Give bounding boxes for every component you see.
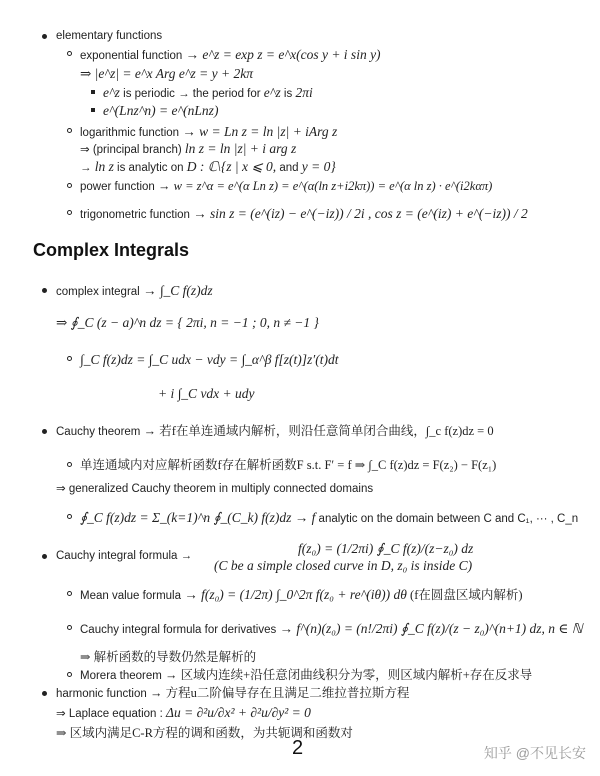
page-number: 2 — [292, 737, 304, 759]
morera-label: Morera theorem — [80, 670, 162, 682]
log-line3-f: y = 0} — [301, 159, 336, 174]
exp-sub1-a: e^z — [103, 85, 120, 100]
bullet-cauchy-integral-formula — [56, 549, 192, 564]
cauchy-theorem-label: Cauchy theorem — [56, 426, 141, 438]
mean-value-label: Mean value formula — [80, 590, 181, 602]
complex-integral-param-formula-b: + i ∫_C vdx + udy — [158, 386, 255, 401]
cauchy-theorem-text: → 若f在单连通域内解析，则沿任意简单闭合曲线，∫_c f(z)dz = 0 — [143, 424, 494, 438]
exp-sub2: e^(Lnz^n) = e^(nLnz) — [103, 103, 219, 118]
exp-lnz-item — [103, 103, 218, 120]
trig-label: trigonometric function — [80, 209, 190, 221]
cauchy-multiply-connected-item — [80, 510, 578, 527]
log-line2-a: ⇒ (principal branch) — [80, 144, 185, 156]
log-line3-a: → — [80, 162, 95, 174]
exp-formula: → e^z = exp z = e^x(cos y + i sin y) — [185, 47, 381, 62]
exp-sub1-e: 2πi — [295, 85, 313, 100]
complex-integral-line2 — [56, 315, 319, 332]
cif-derivatives-line2 — [80, 650, 256, 666]
power-formula: → w = z^α = e^(α Ln z) = e^(α(ln z+i2kπ)) = e^(α ln z) · e^(i2kαπ) — [158, 179, 493, 193]
laplace-label: ⇒ Laplace equation : — [56, 708, 167, 720]
laplace-formula: Δu = ∂²u/∂x² + ∂²u/∂y² = 0 — [166, 705, 311, 720]
complex-integral-label: complex integral — [56, 286, 140, 298]
mean-value-formula: → f(z₀) = (1/2π) ∫_0^2π f(z₀ + re^(iθ)) dθ — [184, 587, 407, 602]
log-line3 — [80, 159, 336, 176]
bullet-trigonometric-function — [80, 206, 528, 223]
bullet-power-function — [80, 179, 492, 195]
log-line2 — [80, 141, 296, 158]
section-heading: Complex Integrals — [33, 240, 190, 260]
bullet-exponential-function — [80, 47, 381, 64]
complex-integral-formula: → ∫_C f(z)dz — [142, 283, 213, 298]
laplace-line — [56, 705, 311, 722]
harmonic-conjugate-line — [56, 726, 353, 742]
cif-arrow: → — [180, 550, 193, 562]
complex-integral-contour-formula: ⇒ ∮_C (z − a)^n dz = { 2πi, n = −1 ; 0, n ≠ −1 } — [56, 315, 319, 330]
exp-sub1-c: e^z — [263, 85, 281, 100]
power-label: power function — [80, 181, 155, 193]
cauchy-multiply-connected-formula: ∮_C f(z)dz = Σ_(k=1)^n ∮_(C_k) f(z)dz → f — [80, 510, 316, 525]
bullet-complex-integral — [56, 283, 213, 300]
cif-condition — [214, 558, 472, 575]
complex-integral-param-formula: ∫_C f(z)dz = ∫_C udx − vdy = ∫_α^β f[z(t)]z′(t)dt — [80, 352, 339, 367]
log-line2-b: ln z = ln |z| + i arg z — [184, 141, 297, 156]
exp-label: exponential function — [80, 50, 183, 62]
cif-label: Cauchy integral formula — [56, 550, 178, 562]
mean-value-note: (f在圆盘区域内解析) — [406, 588, 523, 602]
log-line3-b: ln z — [94, 159, 114, 174]
bullet-cauchy-theorem — [56, 424, 494, 440]
cif-formula-text: f(z₀) = (1/2πi) ∮_C f(z)/(z−z₀) dz — [298, 541, 474, 556]
exp-sub1-d: is — [280, 88, 296, 100]
log-formula: → w = Ln z = ln |z| + iArg z — [182, 124, 338, 139]
cif-formula — [298, 541, 473, 558]
bullet-elementary-functions: elementary functions — [56, 30, 163, 42]
cif-derivatives-item — [80, 621, 583, 638]
morera-item — [80, 668, 532, 684]
log-line3-d: D : ℂ\{z | x ⩽ 0, — [186, 159, 277, 174]
cauchy-simply-connected-item — [80, 458, 496, 474]
trig-formula: → sin z = (e^(iz) − e^(−iz)) / 2i , cos z = (e^(iz) + e^(−iz)) / 2 — [193, 206, 528, 221]
complex-integral-param-item — [80, 352, 339, 369]
log-label: logarithmic function — [80, 127, 180, 139]
bullet-harmonic-function — [56, 686, 409, 702]
cif-derivatives-note: ⇒ 解析函数的导数仍然是解析的 — [80, 650, 257, 664]
watermark: 知乎 @不见长安 — [483, 745, 586, 761]
harmonic-label: harmonic function — [56, 688, 147, 700]
cauchy-simply-connected-text: 单连通域内对应解析函数f存在解析函数F s.t. F′ = f ⇒ ∫_C f(z)dz = F(z₂) − F(z₁) — [80, 458, 497, 472]
log-line3-c: is analytic on — [113, 162, 187, 174]
mean-value-item — [80, 587, 523, 604]
cif-derivatives-label: Cauchy integral formula for derivatives — [80, 624, 277, 636]
exp-line2 — [80, 66, 253, 83]
log-line3-e: and — [276, 162, 302, 174]
cauchy-generalized-line: ⇒ generalized Cauchy theorem in multiply connected domains — [56, 483, 374, 495]
exp-periodic-item — [103, 85, 313, 102]
cif-condition-text: (C be a simple closed curve in D, z₀ is inside C) — [214, 558, 473, 573]
exp-sub1-b: is periodic → the period for — [119, 88, 264, 100]
bullet-logarithmic-function — [80, 124, 337, 141]
complex-integral-param-line2 — [158, 386, 255, 403]
exp-modulus-formula: ⇒ |e^z| = e^x Arg e^z = y + 2kπ — [80, 66, 254, 81]
cif-derivatives-formula: → f^(n)(z₀) = (n!/2πi) ∮_C f(z)/(z − z₀)^(n+1) dz, n ∈ ℕ — [279, 621, 583, 636]
harmonic-conjugate-text: ⇒ 区域内满足C-R方程的调和函数，为共轭调和函数对 — [56, 726, 353, 740]
morera-text: → 区域内连续+沿任意闭曲线积分为零，则区域内解析+存在反求导 — [165, 668, 533, 682]
harmonic-text: → 方程u二阶偏导存在且满足二维拉普拉斯方程 — [149, 686, 410, 700]
cauchy-multiply-connected-text: analytic on the domain between C and C₁, ··· , C_n — [315, 513, 579, 525]
